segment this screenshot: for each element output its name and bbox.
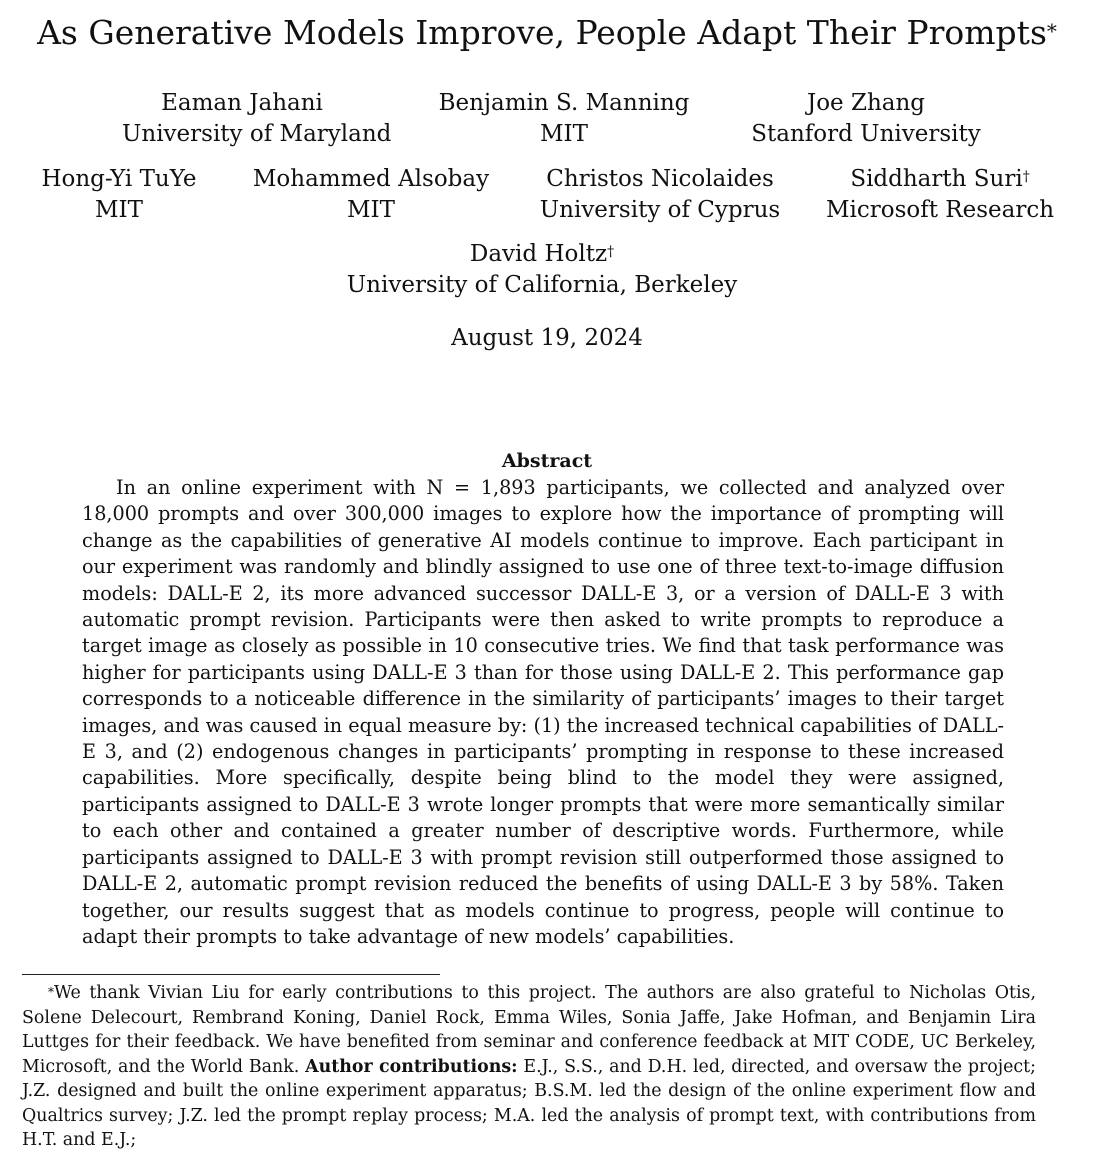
author-block <box>28 164 210 226</box>
author-block <box>820 164 1060 226</box>
author-affiliation: University of Cyprus <box>539 197 781 223</box>
author-name-text: David Holtz <box>469 241 608 267</box>
author-block <box>246 164 496 226</box>
author-affiliation: MIT <box>540 121 588 147</box>
paper-date: August 19, 2024 <box>451 325 643 351</box>
footnote-contributions-text: E.J., S.S., and D.H. led, directed, and oversaw the project; J.Z. designed and built the online experiment apparatus; B.S.M. led the design of the online experiment flow and Qualtrics survey; J.Z. led the prompt replay process; M.A. led the analysis of prompt text, with contributions from H.T. and E.J.; <box>22 1056 1036 1150</box>
author-affiliation: MIT <box>347 197 395 223</box>
author-name-text: Siddharth Suri <box>850 166 1023 192</box>
author-name: Joe Zhang <box>806 90 926 116</box>
author-block <box>526 164 794 226</box>
author-affiliation: University of California, Berkeley <box>346 272 738 298</box>
author-name <box>820 164 1060 195</box>
author-name: Mohammed Alsobay <box>252 166 490 192</box>
author-block <box>297 239 787 301</box>
author-footnote-mark: † <box>607 244 615 260</box>
abstract-heading: Abstract <box>501 450 593 472</box>
footnote-text: We thank Vivian Liu for early contributions to this project. The authors are also grateful to Nicholas Otis, Solene Delecourt, Rembrand Koning, Daniel Rock, Emma Wiles, Sonia Jaffe, Jake Hofman, and Benjamin Lira Luttges for their feedback. We have benefited from seminar and conference feedback at MIT CODE, UC Berkeley, Microsoft, and the World Bank. <box>22 983 1036 1077</box>
author-affiliation: MIT <box>95 197 143 223</box>
author-block <box>122 88 392 150</box>
author-name: Benjamin S. Manning <box>438 90 690 116</box>
author-name: Christos Nicolaides <box>546 166 774 192</box>
title-footnote-mark: * <box>1046 19 1057 43</box>
author-affiliation: Stanford University <box>751 121 981 147</box>
abstract-body: In an online experiment with N = 1,893 participants, we collected and analyzed over 18,000 prompts and over 300,000 images to explore how the importance of prompting will change as the capabilities of generative AI models continue to improve. Each participant in our experiment was randomly and blindly assigned to use one of three text-to-image diffusion models: DALL-E 2, its more advanced successor DALL-E 3, or a version of DALL-E 3 with automatic prompt revision. Participants were then asked to write prompts to reproduce a target image as closely as possible in 10 consecutive tries. We find that task performance was higher for participants using DALL-E 3 than for those using DALL-E 2. This performance gap corresponds to a noticeable difference in the similarity of participants’ images to their target images, and was caused in equal measure by: (1) the increased technical capabilities of DALL-E 3, and (2) endogenous changes in participants’ prompting in response to these increased capabilities. More specifically, despite being blind to the model they were assigned, participants assigned to DALL-E 3 wrote longer prompts that were more semantically similar to each other and contained a greater number of descriptive words. Furthermore, while participants assigned to DALL-E 3 with prompt revision still outperformed those assigned to DALL-E 2, automatic prompt revision reduced the benefits of using DALL-E 3 by 58%. Taken together, our results suggest that as models continue to progress, people will continue to adapt their prompts to take advantage of new models’ capabilities. <box>82 476 1004 948</box>
author-affiliation: University of Maryland <box>122 121 392 147</box>
title-text: As Generative Models Improve, People Adapt Their Prompts <box>37 13 1047 52</box>
author-block <box>736 88 996 150</box>
author-affiliation: Microsoft Research <box>825 197 1055 223</box>
author-name: Eaman Jahani <box>161 90 323 116</box>
author-block <box>424 88 704 150</box>
author-contributions-label: Author contributions: <box>305 1056 518 1077</box>
author-footnote-mark: † <box>1022 169 1030 185</box>
author-name: Hong-Yi TuYe <box>41 166 197 192</box>
paper-title <box>0 12 1094 54</box>
author-name <box>297 239 787 270</box>
footnote-mark: * <box>48 985 54 999</box>
footnote-rule <box>22 974 440 975</box>
footnote <box>22 981 1036 1153</box>
